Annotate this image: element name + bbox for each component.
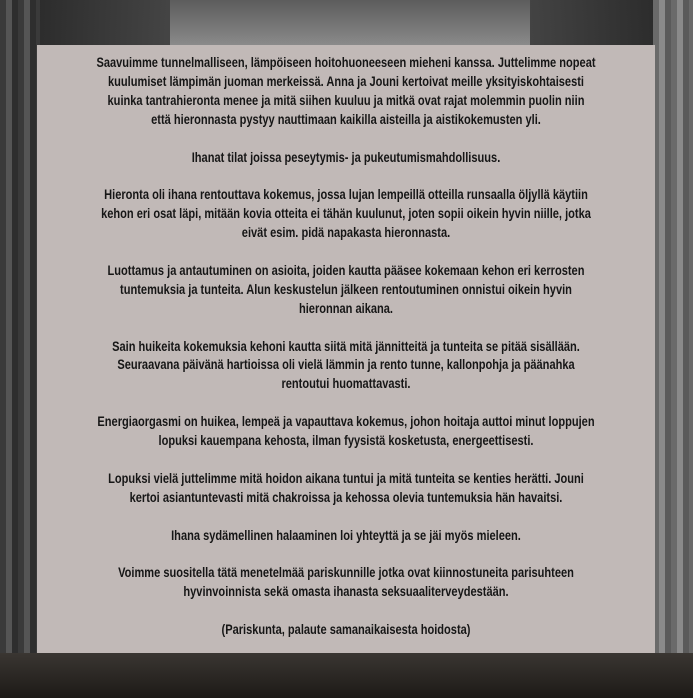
text-line: kuinka tantrahieronta menee ja mitä siihen kuuluu ja mitkä ovat rajat molemmin puolin niin — [107, 91, 585, 108]
text-line: Hieronta oli ihana rentouttava kokemus, jossa lujan lempeillä otteilla runsaalla öljyllä käytiin — [104, 186, 588, 203]
text-line: Seuraavana päivänä hartioissa oli vielä lämmin ja rento tunne, kallonpohja ja päänahka — [117, 356, 575, 373]
testimonial-text — [54, 53, 639, 653]
paragraph-experiences — [54, 337, 639, 394]
text-line: Ihana sydämellinen halaaminen loi yhteyttä ja se jäi myös mieleen. — [171, 526, 521, 543]
paragraph-closing-talk — [54, 469, 639, 507]
text-line: hyvinvoinnista sekä omasta ihanasta seksuaaliterveydestään. — [183, 583, 509, 600]
paragraph-facilities — [54, 148, 639, 167]
background-ceiling-light — [170, 0, 530, 47]
text-line: kertoi asiantuntevasti mitä chakroissa ja kehossa olevia tuntemuksia hän havaitsi. — [129, 488, 563, 505]
text-line: tuntemuksia ja tunteita. Alun keskustelun jälkeen rentoutuminen onnistui oikein hyvin — [120, 280, 572, 297]
text-line: Luottamus ja antautuminen on asioita, joiden kautta pääsee kokemaan kehon eri kerrosten — [107, 261, 585, 278]
testimonial-card — [37, 45, 655, 653]
text-line: Saavuimme tunnelmalliseen, lämpöiseen hoitohuoneeseen mieheni kanssa. Juttelimme nopeat — [96, 54, 596, 70]
text-line: lopuksi kauempana kehosta, ilman fyysistä kosketusta, energeettisesti. — [158, 432, 534, 449]
text-line: eivät esim. pidä napakasta hieronnasta. — [241, 224, 451, 241]
text-line: Sain huikeita kokemuksia kehoni kautta siitä mitä jännitteitä ja tunteita se pitää sisällään. — [112, 337, 580, 354]
text-line: Voimme suositella tätä menetelmää pariskunnille jotka ovat kiinnostuneita parisuhteen — [118, 564, 574, 581]
background-curtain-right — [653, 0, 693, 698]
text-line: hieronnan aikana. — [298, 299, 394, 316]
paragraph-recommendation — [54, 563, 639, 601]
background-floor — [0, 653, 693, 698]
text-line: kehon eri osat läpi, mitään kovia otteita ei tähän kuulunut, joten sopii oikein hyvin niille, jotka — [101, 205, 591, 222]
paragraph-hug — [54, 526, 639, 545]
text-line: rentoutui huomattavasti. — [281, 375, 411, 392]
text-line: kuulumiset lämpimän juoman merkeissä. Anna ja Jouni kertoivat meille yksityiskohtaisesti — [108, 72, 584, 89]
text-line: Ihanat tilat joissa peseytymis- ja pukeutumismahdollisuus. — [191, 148, 501, 165]
text-line: (Pariskunta, palaute samanaikaisesta hoidosta) — [221, 621, 471, 638]
text-line: Lopuksi vielä juttelimme mitä hoidon aikana tuntui ja mitä tunteita se kenties herätti. Jouni — [108, 469, 584, 486]
text-line: Energiaorgasmi on huikea, lempeä ja vapauttava kokemus, johon hoitaja auttoi minut loppujen — [97, 413, 595, 430]
paragraph-trust — [54, 261, 639, 318]
background-curtain-left — [0, 0, 40, 698]
paragraph-massage — [54, 185, 639, 242]
paragraph-signature — [54, 620, 639, 639]
paragraph-energy-orgasm — [54, 412, 639, 450]
paragraph-intro — [54, 53, 639, 129]
text-line: että hieronnasta pystyy nauttimaan kaikilla aisteilla ja aistikokemusten yli. — [151, 110, 541, 127]
